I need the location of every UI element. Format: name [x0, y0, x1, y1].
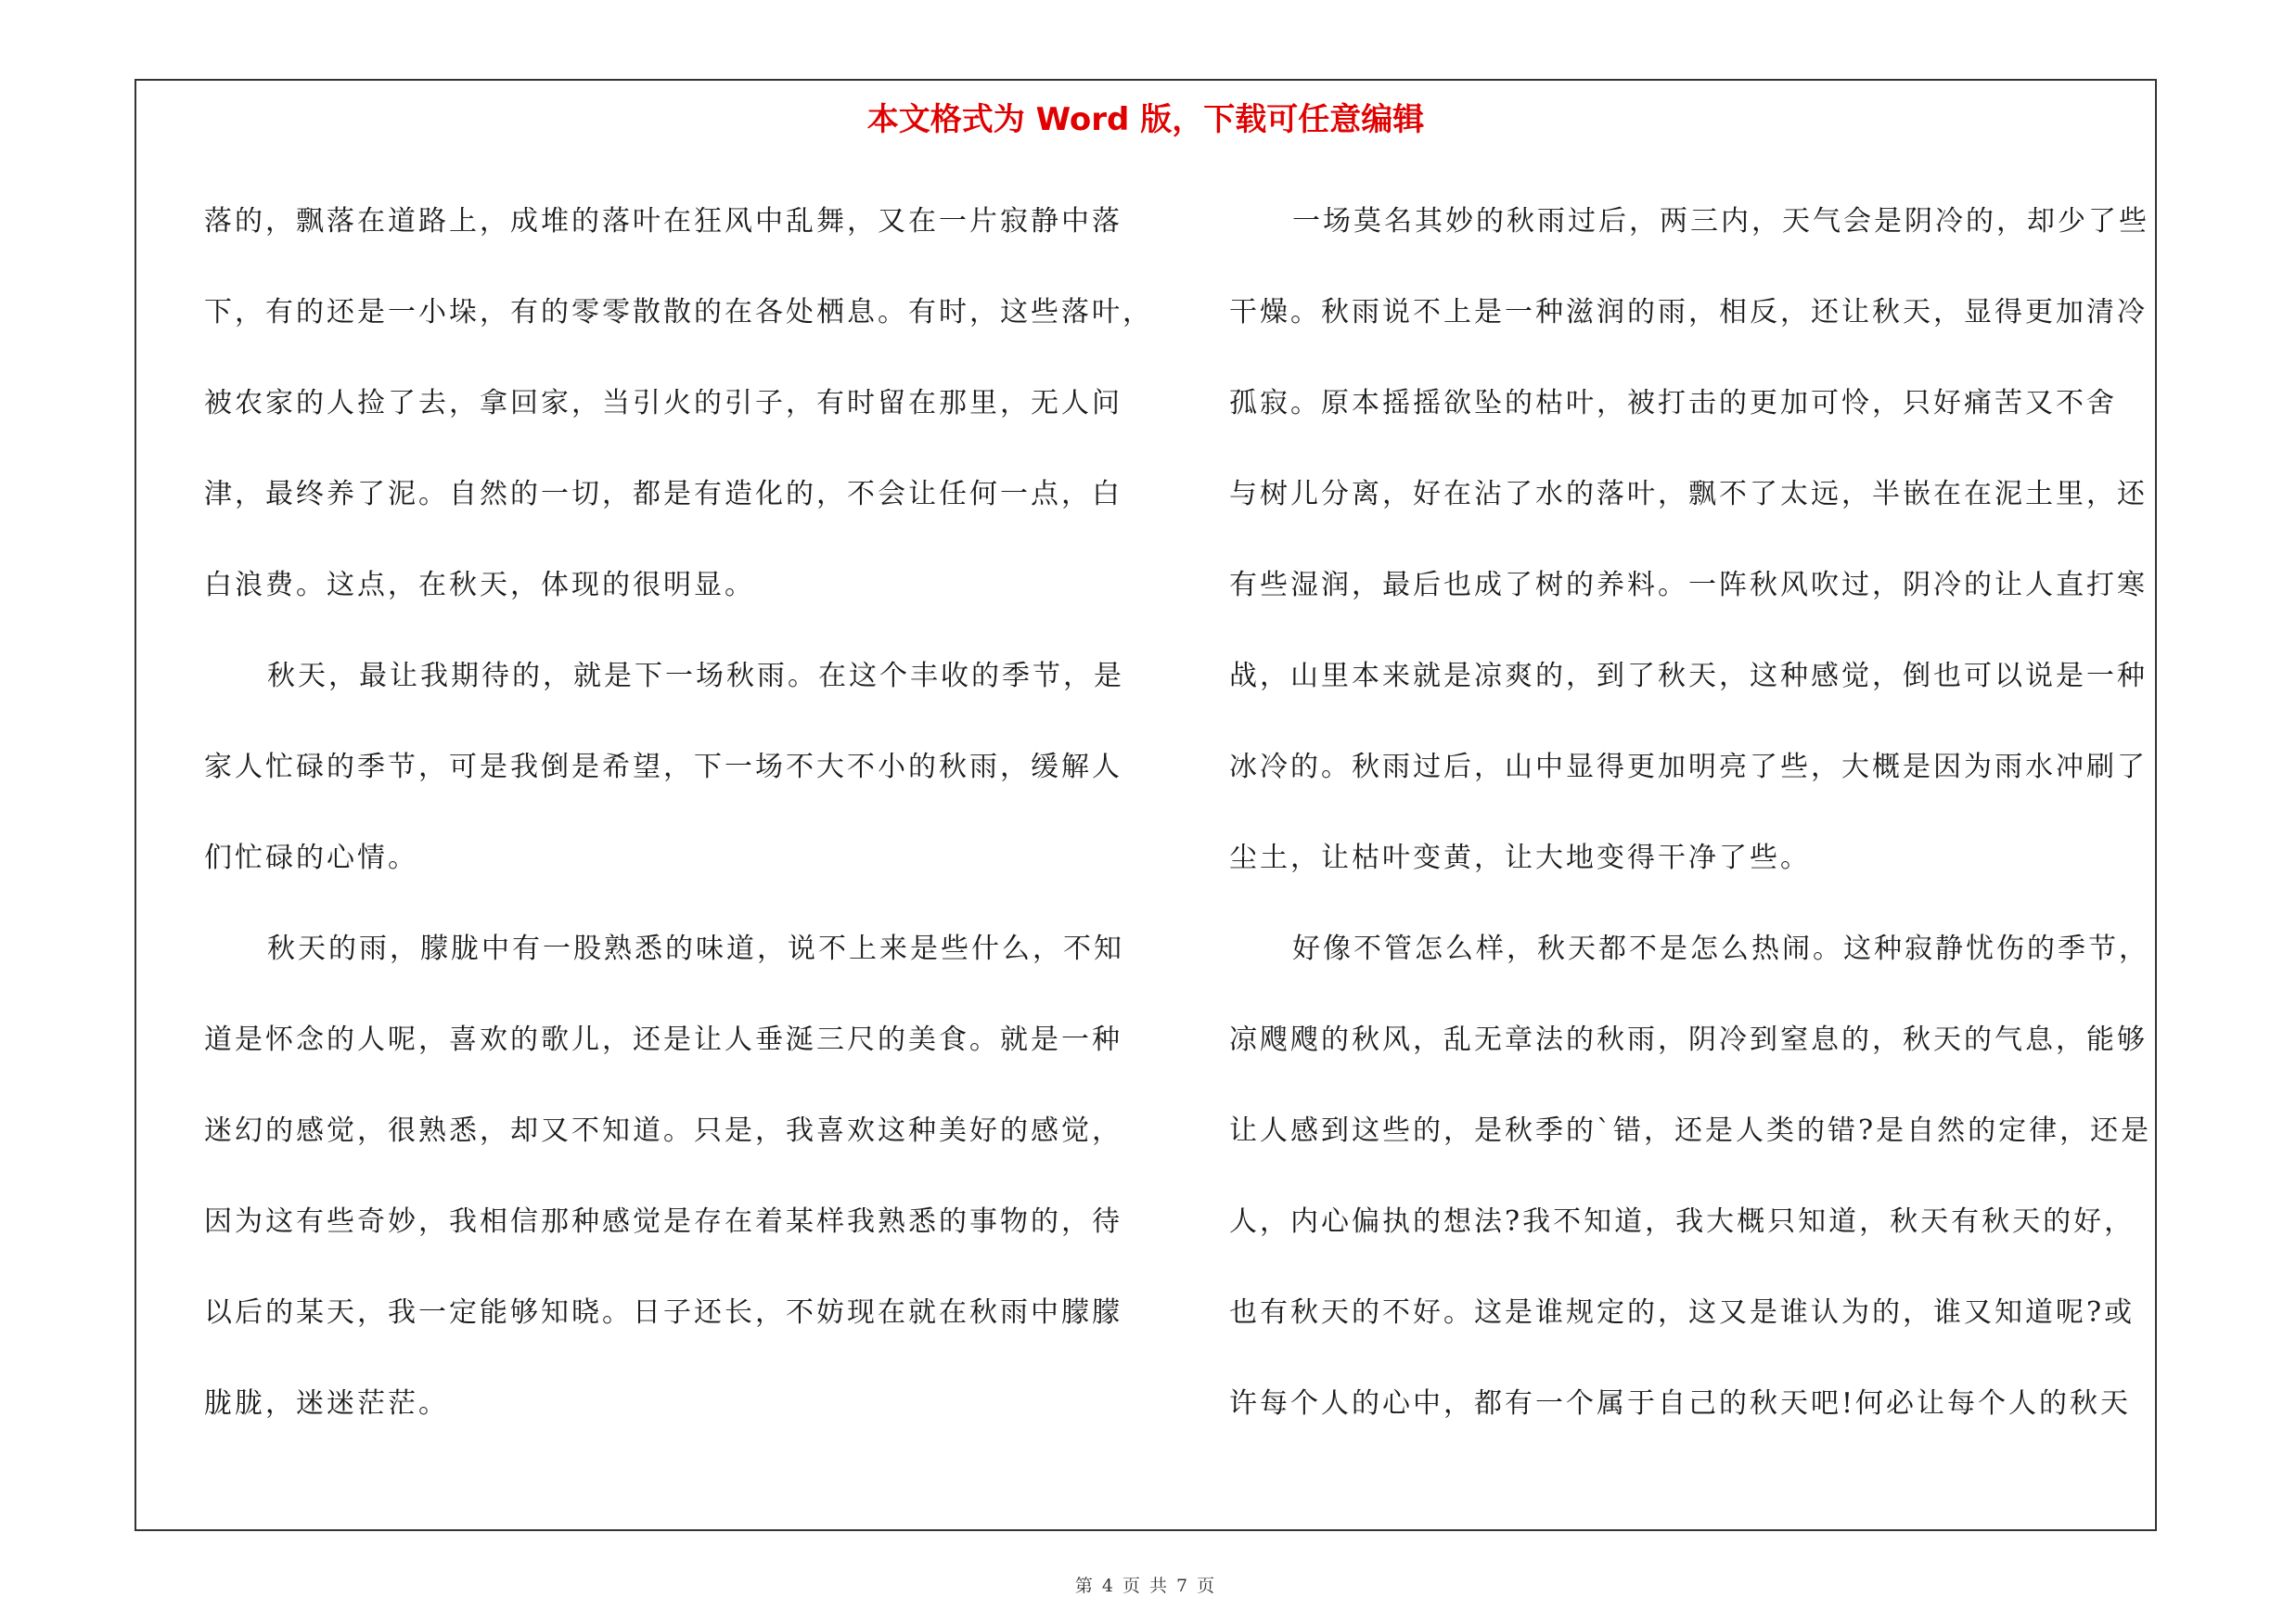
- text-line: 有些湿润，最后也成了树的养料。一阵秋风吹过，阴冷的让人直打寒: [1229, 569, 2148, 601]
- text-line: 以后的某天，我一定能够知晓。日子还长，不妨现在就在秋雨中朦朦: [204, 1296, 1122, 1329]
- text-line: 秋天的雨，朦胧中有一股熟悉的味道，说不上来是些什么，不知: [267, 933, 1124, 965]
- text-line: 家人忙碌的季节，可是我倒是希望，下一场不大不小的秋雨，缓解人: [204, 751, 1122, 783]
- text-line: 迷幻的感觉，很熟悉，却又不知道。只是，我喜欢这种美好的感觉，: [204, 1114, 1122, 1147]
- text-line: 与树儿分离，好在沾了水的落叶，飘不了太远，半嵌在在泥土里，还: [1229, 478, 2148, 510]
- text-line: 凉飕飕的秋风，乱无章法的秋雨，阴冷到窒息的，秋天的气息，能够: [1229, 1024, 2148, 1056]
- text-line: 秋天，最让我期待的，就是下一场秋雨。在这个丰收的季节，是: [267, 660, 1124, 692]
- text-line: 被农家的人捡了去，拿回家，当引火的引子，有时留在那里，无人问: [204, 387, 1122, 419]
- text-line: 好像不管怎么样，秋天都不是怎么热闹。这种寂静忧伤的季节，: [1292, 933, 2149, 965]
- text-line: 胧胧，迷迷茫茫。: [204, 1387, 449, 1420]
- text-line: 许每个人的心中，都有一个属于自己的秋天吧!何必让每个人的秋天: [1229, 1387, 2132, 1420]
- text-line: 也有秋天的不好。这是谁规定的，这又是谁认为的，谁又知道呢?或: [1229, 1296, 2136, 1329]
- text-line: 一场莫名其妙的秋雨过后，两三内，天气会是阴冷的，却少了些: [1292, 205, 2149, 238]
- text-line: 白浪费。这点，在秋天，体现的很明显。: [204, 569, 755, 601]
- page-number: 第 4 页 共 7 页: [1074, 1576, 1217, 1596]
- left-text-column: [204, 176, 1153, 1449]
- document-header: 本文格式为 Word 版，下载可任意编辑: [866, 101, 1425, 138]
- text-line: 们忙碌的心情。: [204, 842, 418, 874]
- text-line: 冰冷的。秋雨过后，山中显得更加明亮了些，大概是因为雨水冲刷了: [1229, 751, 2148, 783]
- text-line: 下，有的还是一小垛，有的零零散散的在各处栖息。有时，这些落叶，: [204, 296, 1153, 328]
- text-line: 干燥。秋雨说不上是一种滋润的雨，相反，还让秋天，显得更加清冷: [1229, 296, 2148, 328]
- text-line: 人，内心偏执的想法?我不知道，我大概只知道，秋天有秋天的好，: [1229, 1205, 2136, 1238]
- text-line: 战，山里本来就是凉爽的，到了秋天，这种感觉，倒也可以说是一种: [1229, 660, 2148, 692]
- text-line: 落的，飘落在道路上，成堆的落叶在狂风中乱舞，又在一片寂静中落: [204, 205, 1122, 238]
- right-text-column: [1229, 176, 2166, 1449]
- text-line: 因为这有些奇妙，我相信那种感觉是存在着某样我熟悉的事物的，待: [204, 1205, 1122, 1238]
- text-line: 津，最终养了泥。自然的一切，都是有造化的，不会让任何一点，白: [204, 478, 1122, 510]
- text-line: 让人感到这些的，是秋季的`错，还是人类的错?是自然的定律，还是: [1229, 1114, 2152, 1147]
- text-line: 道是怀念的人呢，喜欢的歌儿，还是让人垂涎三尺的美食。就是一种: [204, 1024, 1122, 1056]
- text-line: 孤寂。原本摇摇欲坠的枯叶，被打击的更加可怜，只好痛苦又不舍: [1229, 387, 2117, 419]
- text-line: 尘土，让枯叶变黄，让大地变得干净了些。: [1229, 842, 1811, 874]
